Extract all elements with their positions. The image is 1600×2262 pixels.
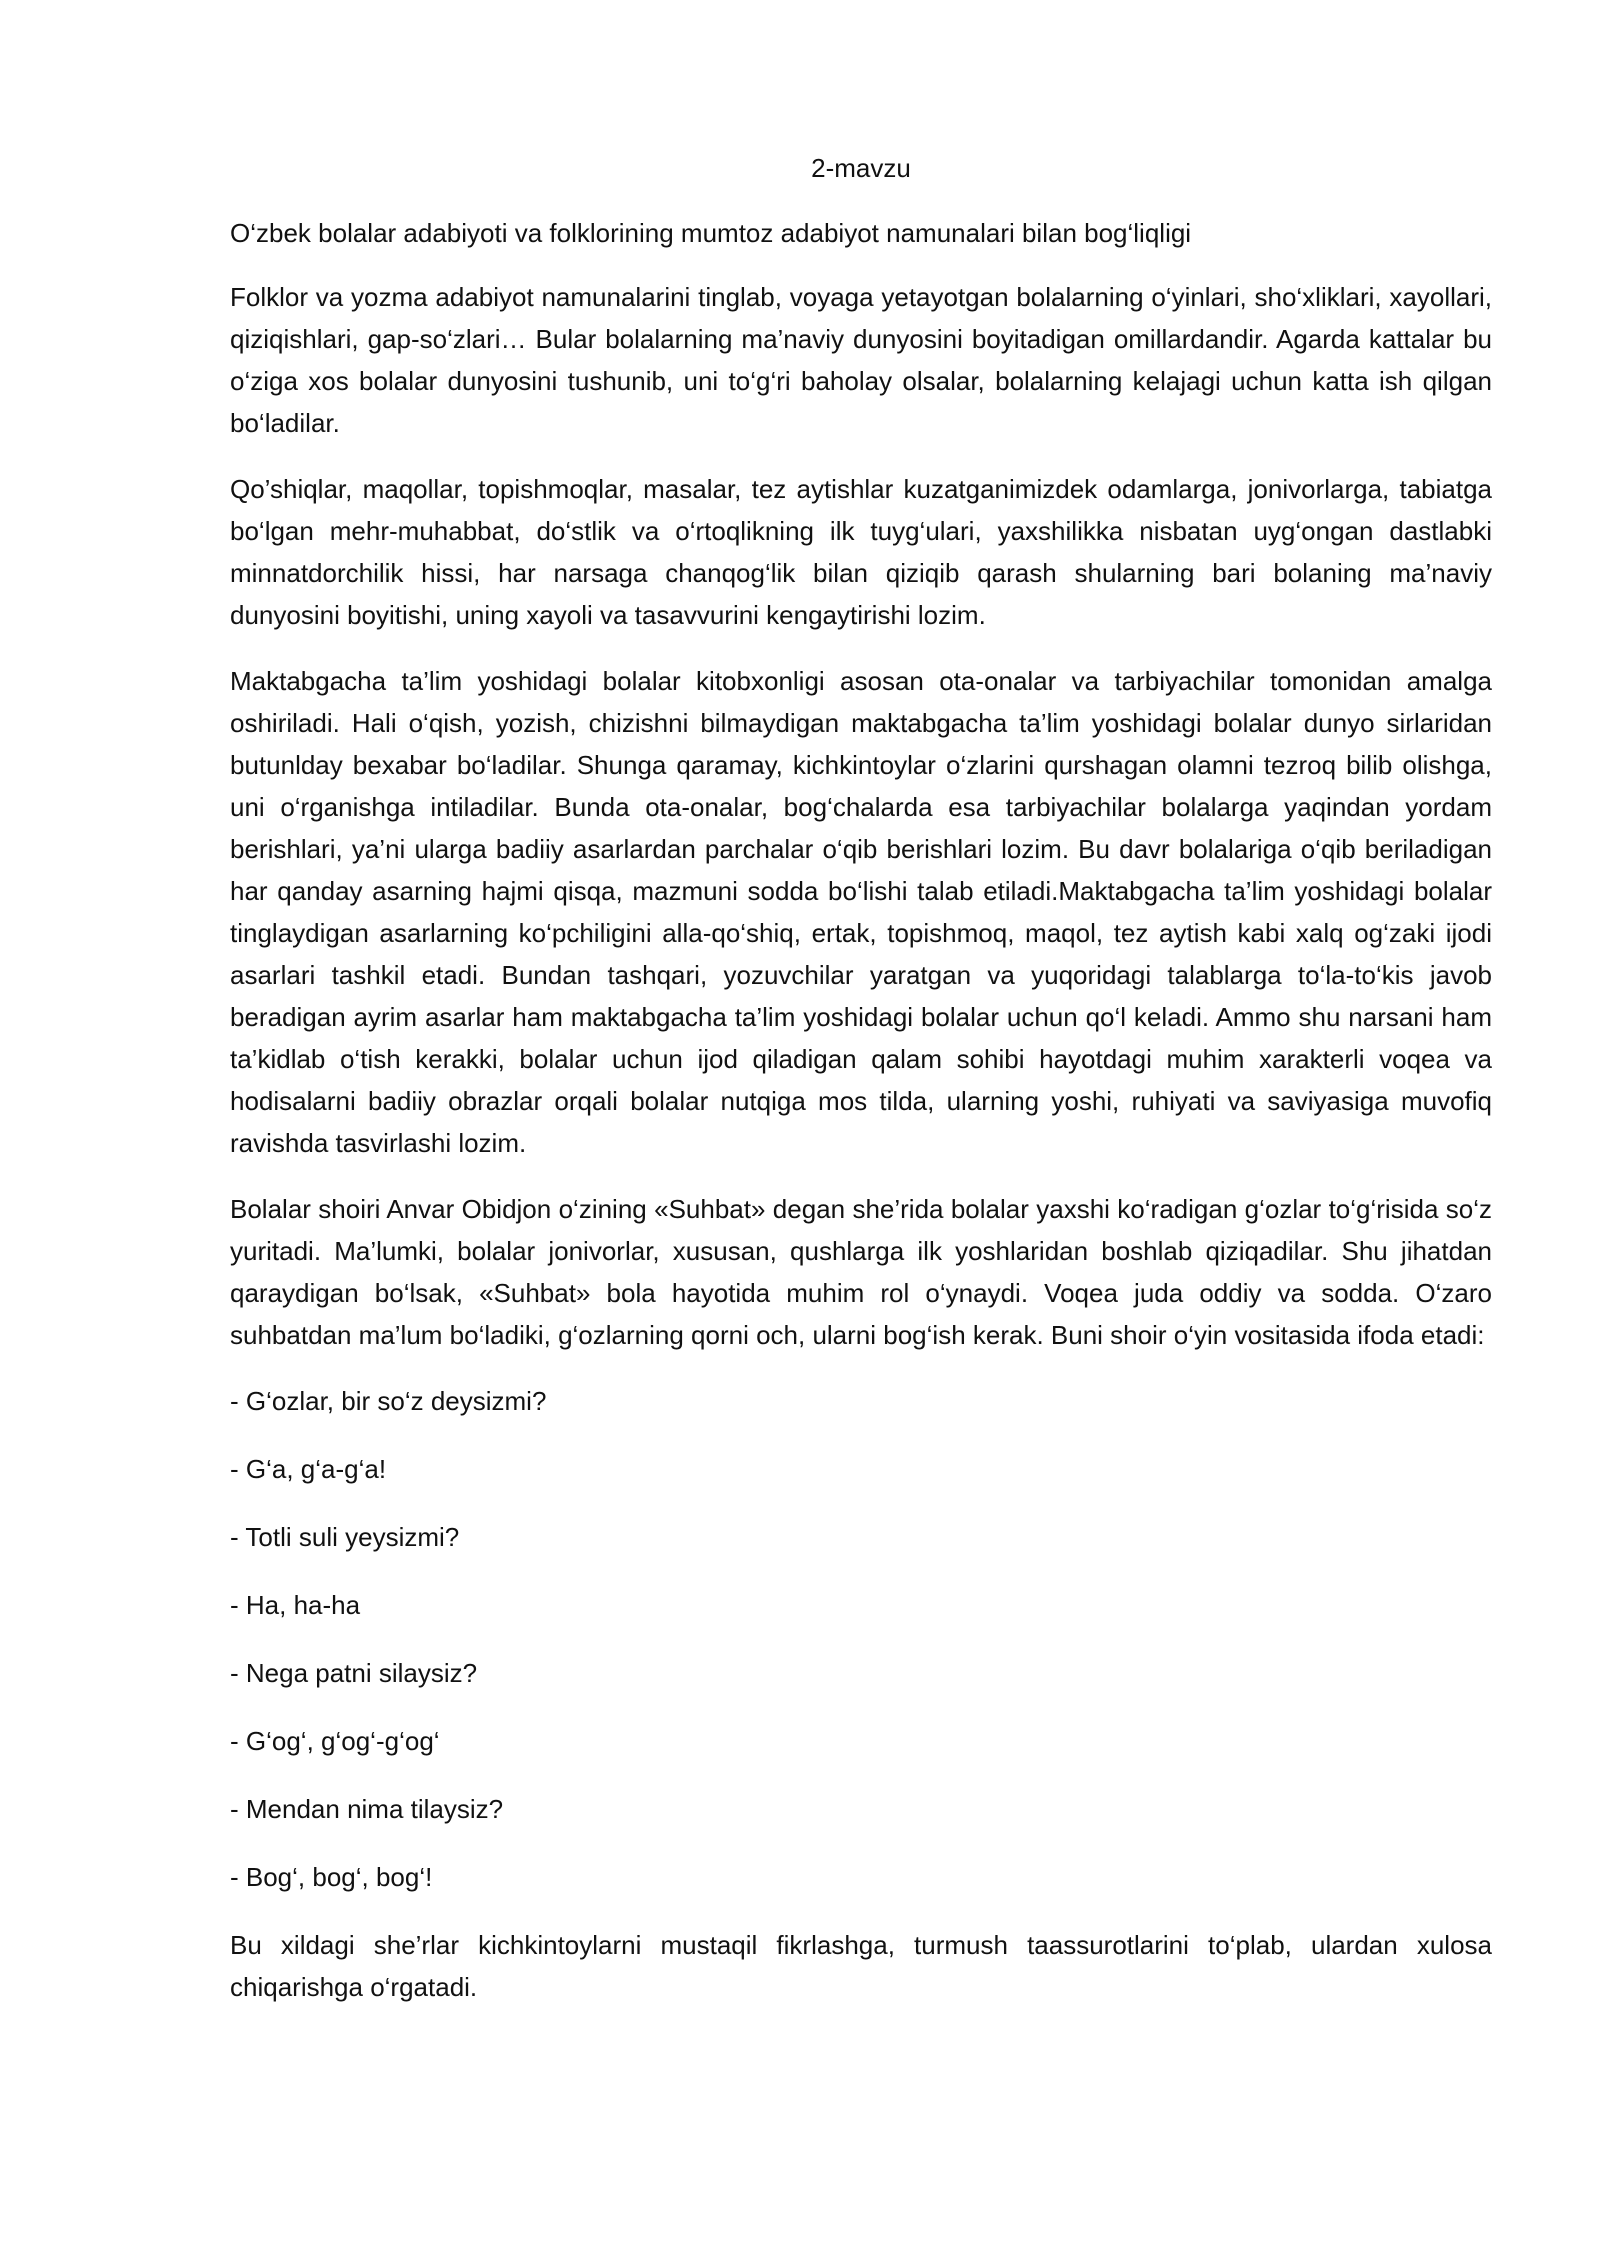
- poem-dialogue: [230, 1380, 1492, 1898]
- dialogue-line: - Totli suli yeysizmi?: [230, 1521, 460, 1552]
- document-page: [230, 148, 1492, 2032]
- document-subtitle: O‘zbek bolalar adabiyoti va folklorining mumtoz adabiyot namunalari bilan bog‘liqligi: [230, 217, 1192, 248]
- dialogue-line: - G‘og‘, g‘og‘-g‘og‘: [230, 1725, 440, 1756]
- document-title: 2-mavzu: [811, 153, 911, 183]
- dialogue-line: - G‘ozlar, bir so‘z deysizmi?: [230, 1385, 547, 1416]
- dialogue-line: - G‘a, g‘a-g‘a!: [230, 1453, 387, 1484]
- paragraph-2: Qo’shiqlar, maqollar, topishmoqlar, masalar, tez aytishlar kuzatganimizdek odamlarga, jonivorlarga, tabiatga bo‘lgan mehr-muhabbat, do‘stlik va o‘rtoqlikning ilk tuyg‘ulari, yaxshilikka nisbatan uyg‘ongan dastlabki minnatdorchilik hissi, har narsaga chanqog‘lik bilan qiziqib qarash shularning bari bolaning ma’naviy dunyosini boyitishi, uning xayoli va tasavvurini kengaytirishi lozim.: [230, 473, 1492, 630]
- paragraph-1: Folklor va yozma adabiyot namunalarini tinglab, voyaga yetayotgan bolalarning o‘yinlari, sho‘xliklari, xayollari, qiziqishlari, gap-so‘zlari… Bular bolalarning ma’naviy dunyosini boyitadigan omillardandir. Agarda kattalar bu o‘ziga xos bolalar dunyosini tushunib, uni to‘g‘ri baholay olsalar, bolalarning kelajagi uchun katta ish qilgan bo‘ladilar.: [230, 281, 1492, 438]
- dialogue-line: - Mendan nima tilaysiz?: [230, 1793, 504, 1824]
- closing-paragraph: Bu xildagi she’rlar kichkintoylarni mustaqil fikrlashga, turmush taassurotlarini to‘plab, ulardan xulosa chiqarishga o‘rgatadi.: [230, 1929, 1492, 2002]
- dialogue-line: - Nega patni silaysiz?: [230, 1657, 478, 1688]
- dialogue-line: - Ha, ha-ha: [230, 1589, 361, 1620]
- paragraph-4: Bolalar shoiri Anvar Obidjon o‘zining «Suhbat» degan she’rida bolalar yaxshi ko‘radigan g‘ozlar to‘g‘risida so‘z yuritadi. Ma’lumki, bolalar jonivorlar, xususan, qushlarga ilk yoshlaridan boshlab qiziqadilar. Shu jihatdan qaraydigan bo‘lsak, «Suhbat» bola hayotida muhim rol o‘ynaydi. Voqea juda oddiy va sodda. O‘zaro suhbatdan ma’lum bo‘ladiki, g‘ozlarning qorni och, ularni bog‘ish kerak. Buni shoir o‘yin vositasida ifoda etadi:: [230, 1193, 1492, 1350]
- dialogue-line: - Bog‘, bog‘, bog‘!: [230, 1861, 433, 1892]
- paragraph-3: Maktabgacha ta’lim yoshidagi bolalar kitobxonligi asosan ota-onalar va tarbiyachilar tomonidan amalga oshiriladi. Hali o‘qish, yozish, chizishni bilmaydigan maktabgacha ta’lim yoshidagi bolalar dunyo sirlaridan butunlday bexabar bo‘ladilar. Shunga qaramay, kichkintoylar o‘zlarini qurshagan olamni tezroq bilib olishga, uni o‘rganishga intiladilar. Bunda ota-onalar, bog‘chalarda esa tarbiyachilar bolalarga yaqindan yordam berishlari, ya’ni ularga badiiy asarlardan parchalar o‘qib berishlari lozim. Bu davr bolalariga o‘qib beriladigan har qanday asarning hajmi qisqa, mazmuni sodda bo‘lishi talab etiladi.Maktabgacha ta’lim yoshidagi bolalar tinglaydigan asarlarning ko‘pchiligini alla-qo‘shiq, ertak, topishmoq, maqol, tez aytish kabi xalq og‘zaki ijodi asarlari tashkil etadi. Bundan tashqari, yozuvchilar yaratgan va yuqoridagi talablarga to‘la-to‘kis javob beradigan ayrim asarlar ham maktabgacha ta’lim yoshidagi bolalar uchun qo‘l keladi. Ammo shu narsani ham ta’kidlab o‘tish kerakki, bolalar uchun ijod qiladigan qalam sohibi hayotdagi muhim xarakterli voqea va hodisalarni badiiy obrazlar orqali bolalar nutqiga mos tilda, ularning yoshi, ruhiyati va saviyasiga muvofiq ravishda tasvirlashi lozim.: [230, 665, 1492, 1158]
